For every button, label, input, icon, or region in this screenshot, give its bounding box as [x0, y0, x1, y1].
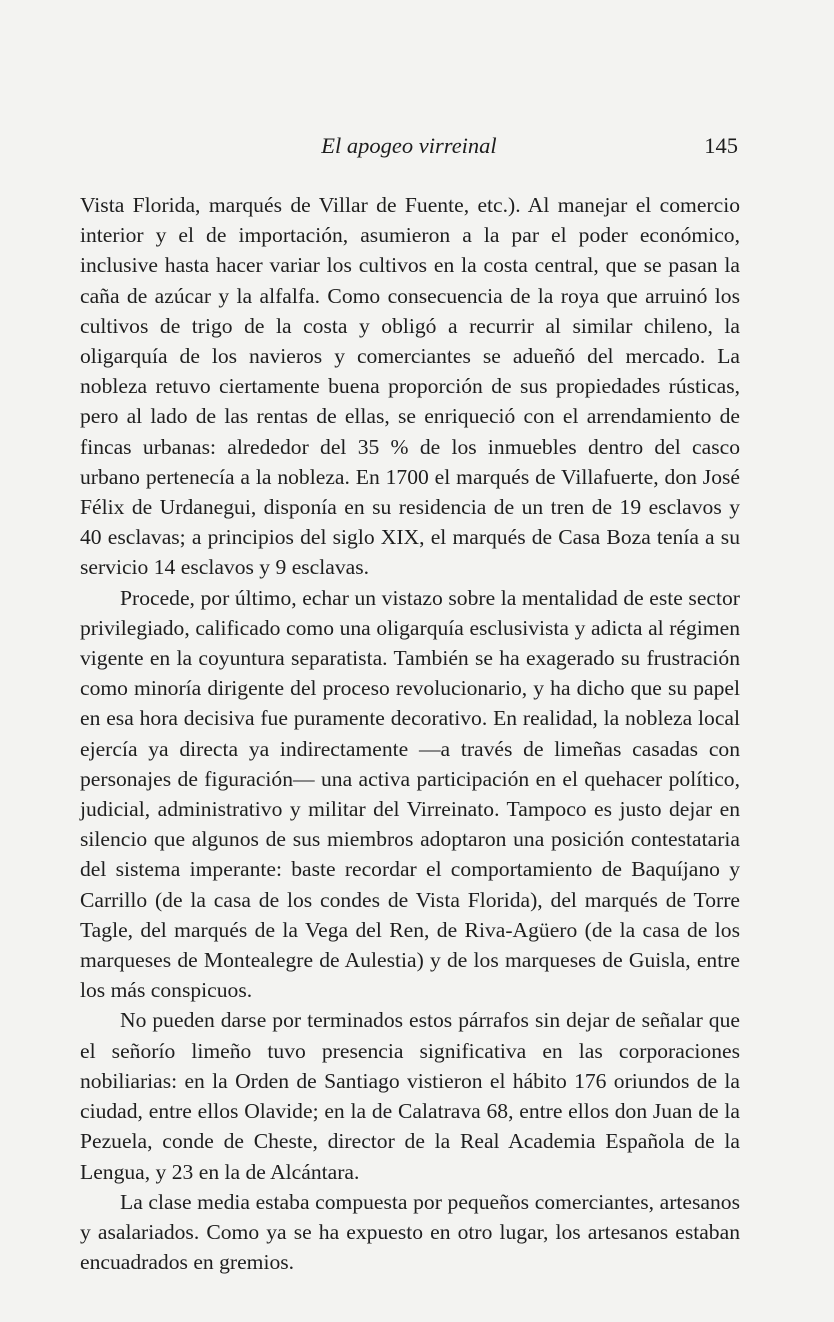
body-text [80, 190, 740, 1277]
running-header [80, 133, 738, 167]
paragraph-3: No pueden darse por terminados estos párrafos sin dejar de señalar que el señorío limeño tuvo presencia significativa en las corporaciones nobiliarias: en la Orden de Santiago vistieron el hábito 176 oriundos de la ciudad, entre ellos Olavide; en la de Calatrava 68, entre ellos don Juan de la Pezuela, conde de Cheste, director de la Real Academia Española de la Lengua, y 23 en la de Alcántara. [80, 1008, 740, 1184]
paragraph-1: Vista Florida, marqués de Villar de Fuente, etc.). Al manejar el comercio interior y el de importación, asumieron a la par el poder económico, inclusive hasta hacer variar los cultivos en la costa central, que se pasan la caña de azúcar y la alfalfa. Como consecuencia de la roya que arruinó los cultivos de trigo de la costa y obligó a recurrir al similar chileno, la oligarquía de los navieros y comerciantes se adueñó del mercado. La nobleza retuvo ciertamente buena proporción de sus propiedades rústicas, pero al lado de las rentas de ellas, se enriqueció con el arrendamiento de fincas urbanas: alrededor del 35 % de los inmuebles dentro del casco urbano pertenecía a la nobleza. En 1700 el marqués de Villafuerte, don José Félix de Urdanegui, disponía en su residencia de un tren de 19 esclavos y 40 esclavas; a principios del siglo XIX, el marqués de Casa Boza tenía a su servicio 14 esclavos y 9 esclavas. [80, 193, 740, 580]
paragraph-4: La clase media estaba compuesta por pequeños comerciantes, artesanos y asalariados. Como ya se ha expuesto en otro lugar, los artesanos estaban encuadrados en gremios. [80, 1189, 740, 1275]
paragraph-2: Procede, por último, echar un vistazo sobre la mentalidad de este sector privilegiado, calificado como una oligarquía esclusivista y adicta al régimen vigente en la coyuntura separatista. También se ha exagerado su frustración como minoría dirigente del proceso revolucionario, y ha dicho que su papel en esa hora decisiva fue puramente decorativo. En realidad, la nobleza local ejercía ya directa ya indirectamente —a través de limeñas casadas con personajes de figuración— una activa participación en el quehacer político, judicial, administrativo y militar del Virreinato. Tampoco es justo dejar en silencio que algunos de sus miembros adoptaron una posición contestataria del sistema imperante: baste recordar el comportamiento de Baquíjano y Carrillo (de la casa de los condes de Vista Florida), del marqués de Torre Tagle, del marqués de la Vega del Ren, de Riva-Agüero (de la casa de los marqueses de Montealegre de Aulestia) y de los marqueses de Guisla, entre los más conspicuos. [80, 585, 740, 1003]
page-number: 145 [704, 133, 738, 158]
running-title: El apogeo virreinal [321, 133, 497, 158]
